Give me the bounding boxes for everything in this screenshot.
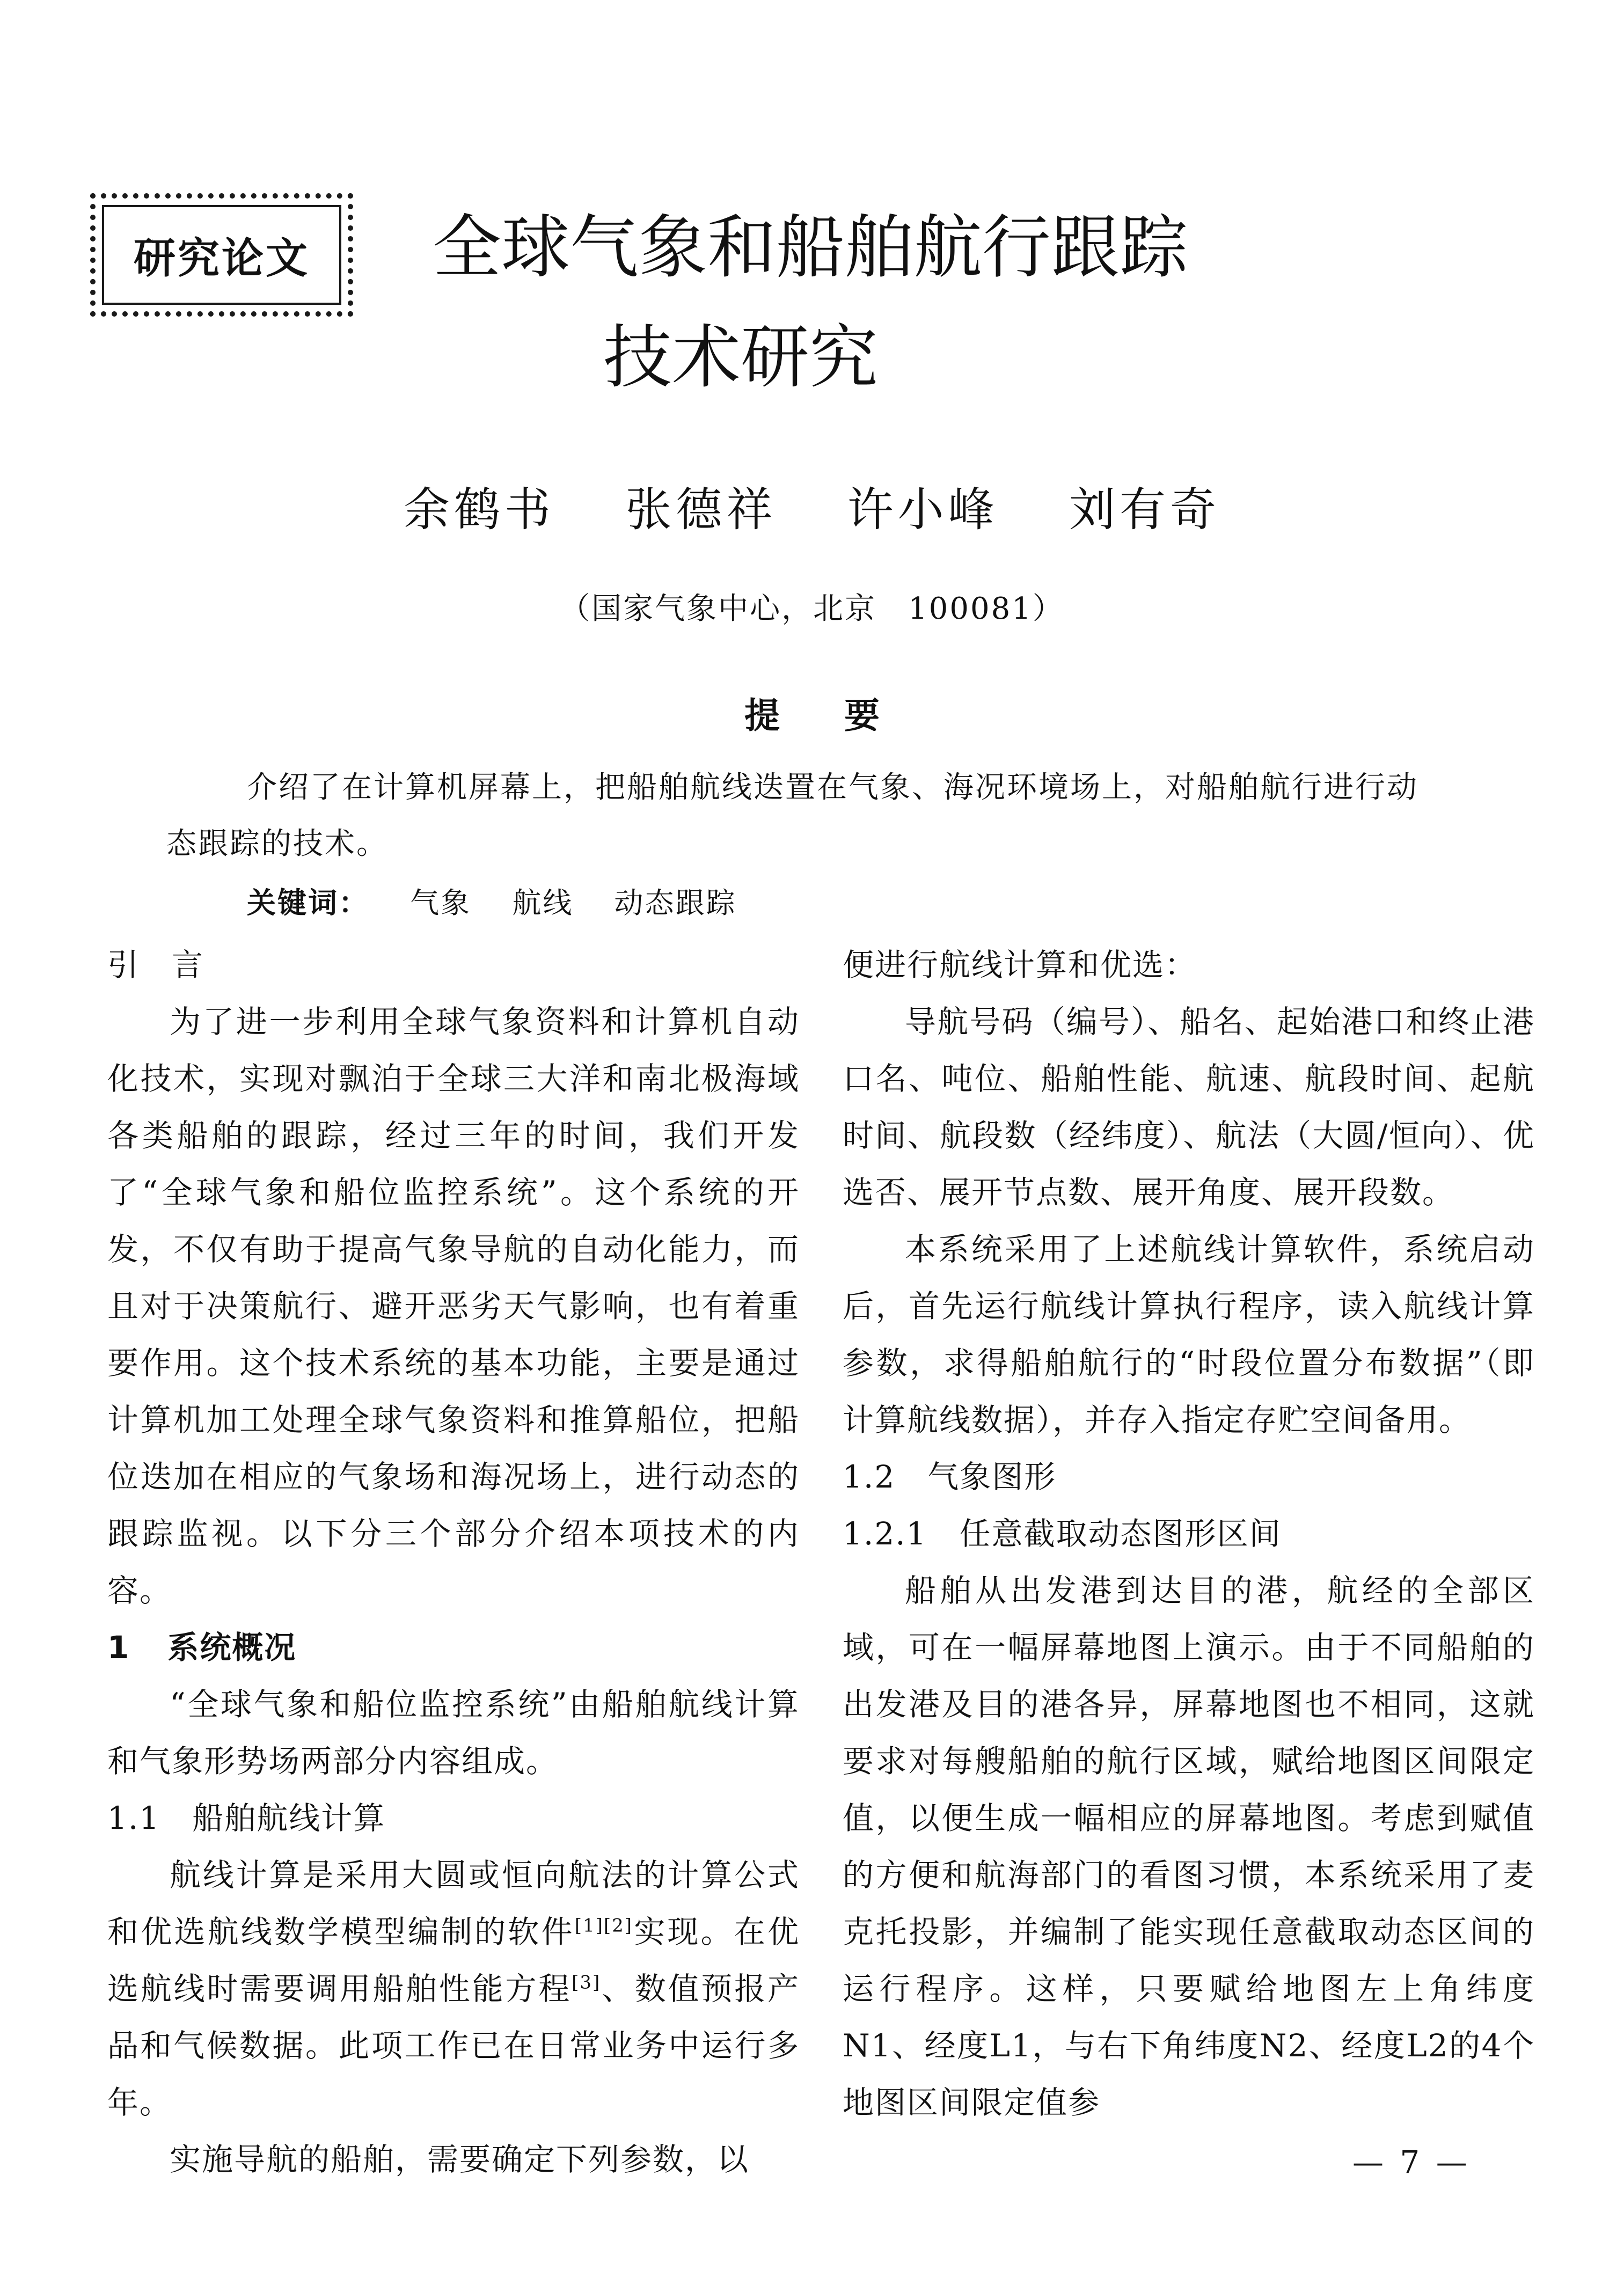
map-interval-paragraph: 船舶从出发港到达目的港，航经的全部区域，可在一幅屏幕地图上演示。由于不同船舶的出发港及目的港各异，屏幕地图也不相同，这就要求对每艘船舶的航行区域，赋给地图区间限定值，以便生成一幅相应的屏幕地图。考虑到赋值的方便和航海部门的看图习惯，本系统采用了麦克托投影，并编制了能实现任意截取动态区间的运行程序。这样，只要赋给地图左上角纬度N1、经度L1，与右下角纬度N2、经度L2的4个地图区间限定值参 (843, 1572, 1535, 2121)
section-1-1-heading (107, 1790, 800, 1847)
section-1-2-1-heading (843, 1505, 1535, 1562)
section-tag-label: 研究论文 (133, 235, 310, 283)
section-1-1-title: 船舶航线计算 (192, 1800, 386, 1836)
abstract-heading: 提要 (744, 695, 944, 736)
author-3: 许小峰 (847, 483, 999, 537)
route-calc-paragraph: 航线计算是采用大圆或恒向航法的计算公式和优选航线数学模型编制的软件[1][2]实现。在优选航线时需要调用船舶性能方程[3]、数值预报产品和气候数据。此项工作已在日常业务中运行多年。 (107, 1857, 800, 2121)
page-number: — 7 — (1352, 2144, 1471, 2180)
abstract-text: 介绍了在计算机屏幕上，把船舶航线迭置在气象、海况环境场上，对船舶航行进行动态跟踪的技术。 (166, 770, 1418, 861)
section-1-paragraph: “全球气象和船位监控系统”由船舶航线计算和气象形势场两部分内容组成。 (107, 1686, 800, 1779)
citation-3: [3] (572, 1972, 601, 1994)
section-1-2-title: 气象图形 (927, 1459, 1057, 1495)
section-1-2-1-number: 1.2.1 (843, 1515, 927, 1552)
author-1: 余鹤书 (403, 483, 555, 537)
paper-title-line-1: 全球气象和船舶航行跟踪 (432, 208, 1188, 288)
intro-heading: 引 言 (107, 947, 204, 983)
keyword-2: 航线 (512, 886, 574, 920)
section-1-number: 1 (107, 1629, 130, 1666)
params-intro-right: 便进行航线计算和优选： (843, 947, 1197, 983)
section-1-1-number: 1.1 (107, 1800, 160, 1836)
citation-1-2: [1][2] (574, 1915, 633, 1937)
keywords-label: 关键词： (247, 886, 369, 920)
left-column (107, 936, 800, 2188)
intro-paragraph: 为了进一步利用全球气象资料和计算机自动化技术，实现对飘泊于全球三大洋和南北极海域各类船舶的跟踪，经过三年的时间，我们开发了“全球气象和船位监控系统”。这个系统的开发，不仅有助于提高气象导航的自动化能力，而且对于决策航行、避开恶劣天气影响，也有着重要作用。这个技术系统的基本功能，主要是通过计算机加工处理全球气象资料和推算船位，把船位迭加在相应的气象场和海况场上，进行动态的跟踪监视。以下分三个部分介绍本项技术的内容。 (107, 1003, 800, 1609)
section-1-title: 系统概况 (167, 1629, 297, 1666)
paper-title-line-2: 技术研究 (603, 318, 878, 398)
params-paragraph: 导航号码（编号）、船名、起始港口和终止港口名、吨位、船舶性能、航速、航段时间、起航时间、航段数（经纬度）、航法（大圆/恒向）、优选否、展开节点数、展开角度、展开段数。 (843, 1003, 1535, 1211)
section-tag (90, 193, 353, 317)
software-paragraph: 本系统采用了上述航线计算软件，系统启动后，首先运行航线计算执行程序，读入航线计算参数，求得船舶航行的“时段位置分布数据”（即计算航线数据），并存入指定存贮空间备用。 (843, 1231, 1535, 1438)
params-intro-left: 实施导航的船舶，需要确定下列参数，以 (170, 2141, 750, 2178)
author-2: 张德祥 (625, 483, 777, 537)
author-list (0, 472, 1624, 539)
keyword-1: 气象 (410, 886, 472, 920)
affiliation: （国家气象中心，北京 100081） (560, 591, 1064, 626)
keywords-line (247, 880, 737, 921)
right-column (843, 936, 1535, 2131)
section-1-2-1-title: 任意截取动态图形区间 (959, 1515, 1282, 1552)
author-4: 刘有奇 (1069, 483, 1221, 537)
section-1-2-heading (843, 1448, 1535, 1505)
section-1-heading (107, 1619, 800, 1676)
section-1-2-number: 1.2 (843, 1459, 896, 1495)
keyword-3: 动态跟踪 (614, 886, 737, 920)
